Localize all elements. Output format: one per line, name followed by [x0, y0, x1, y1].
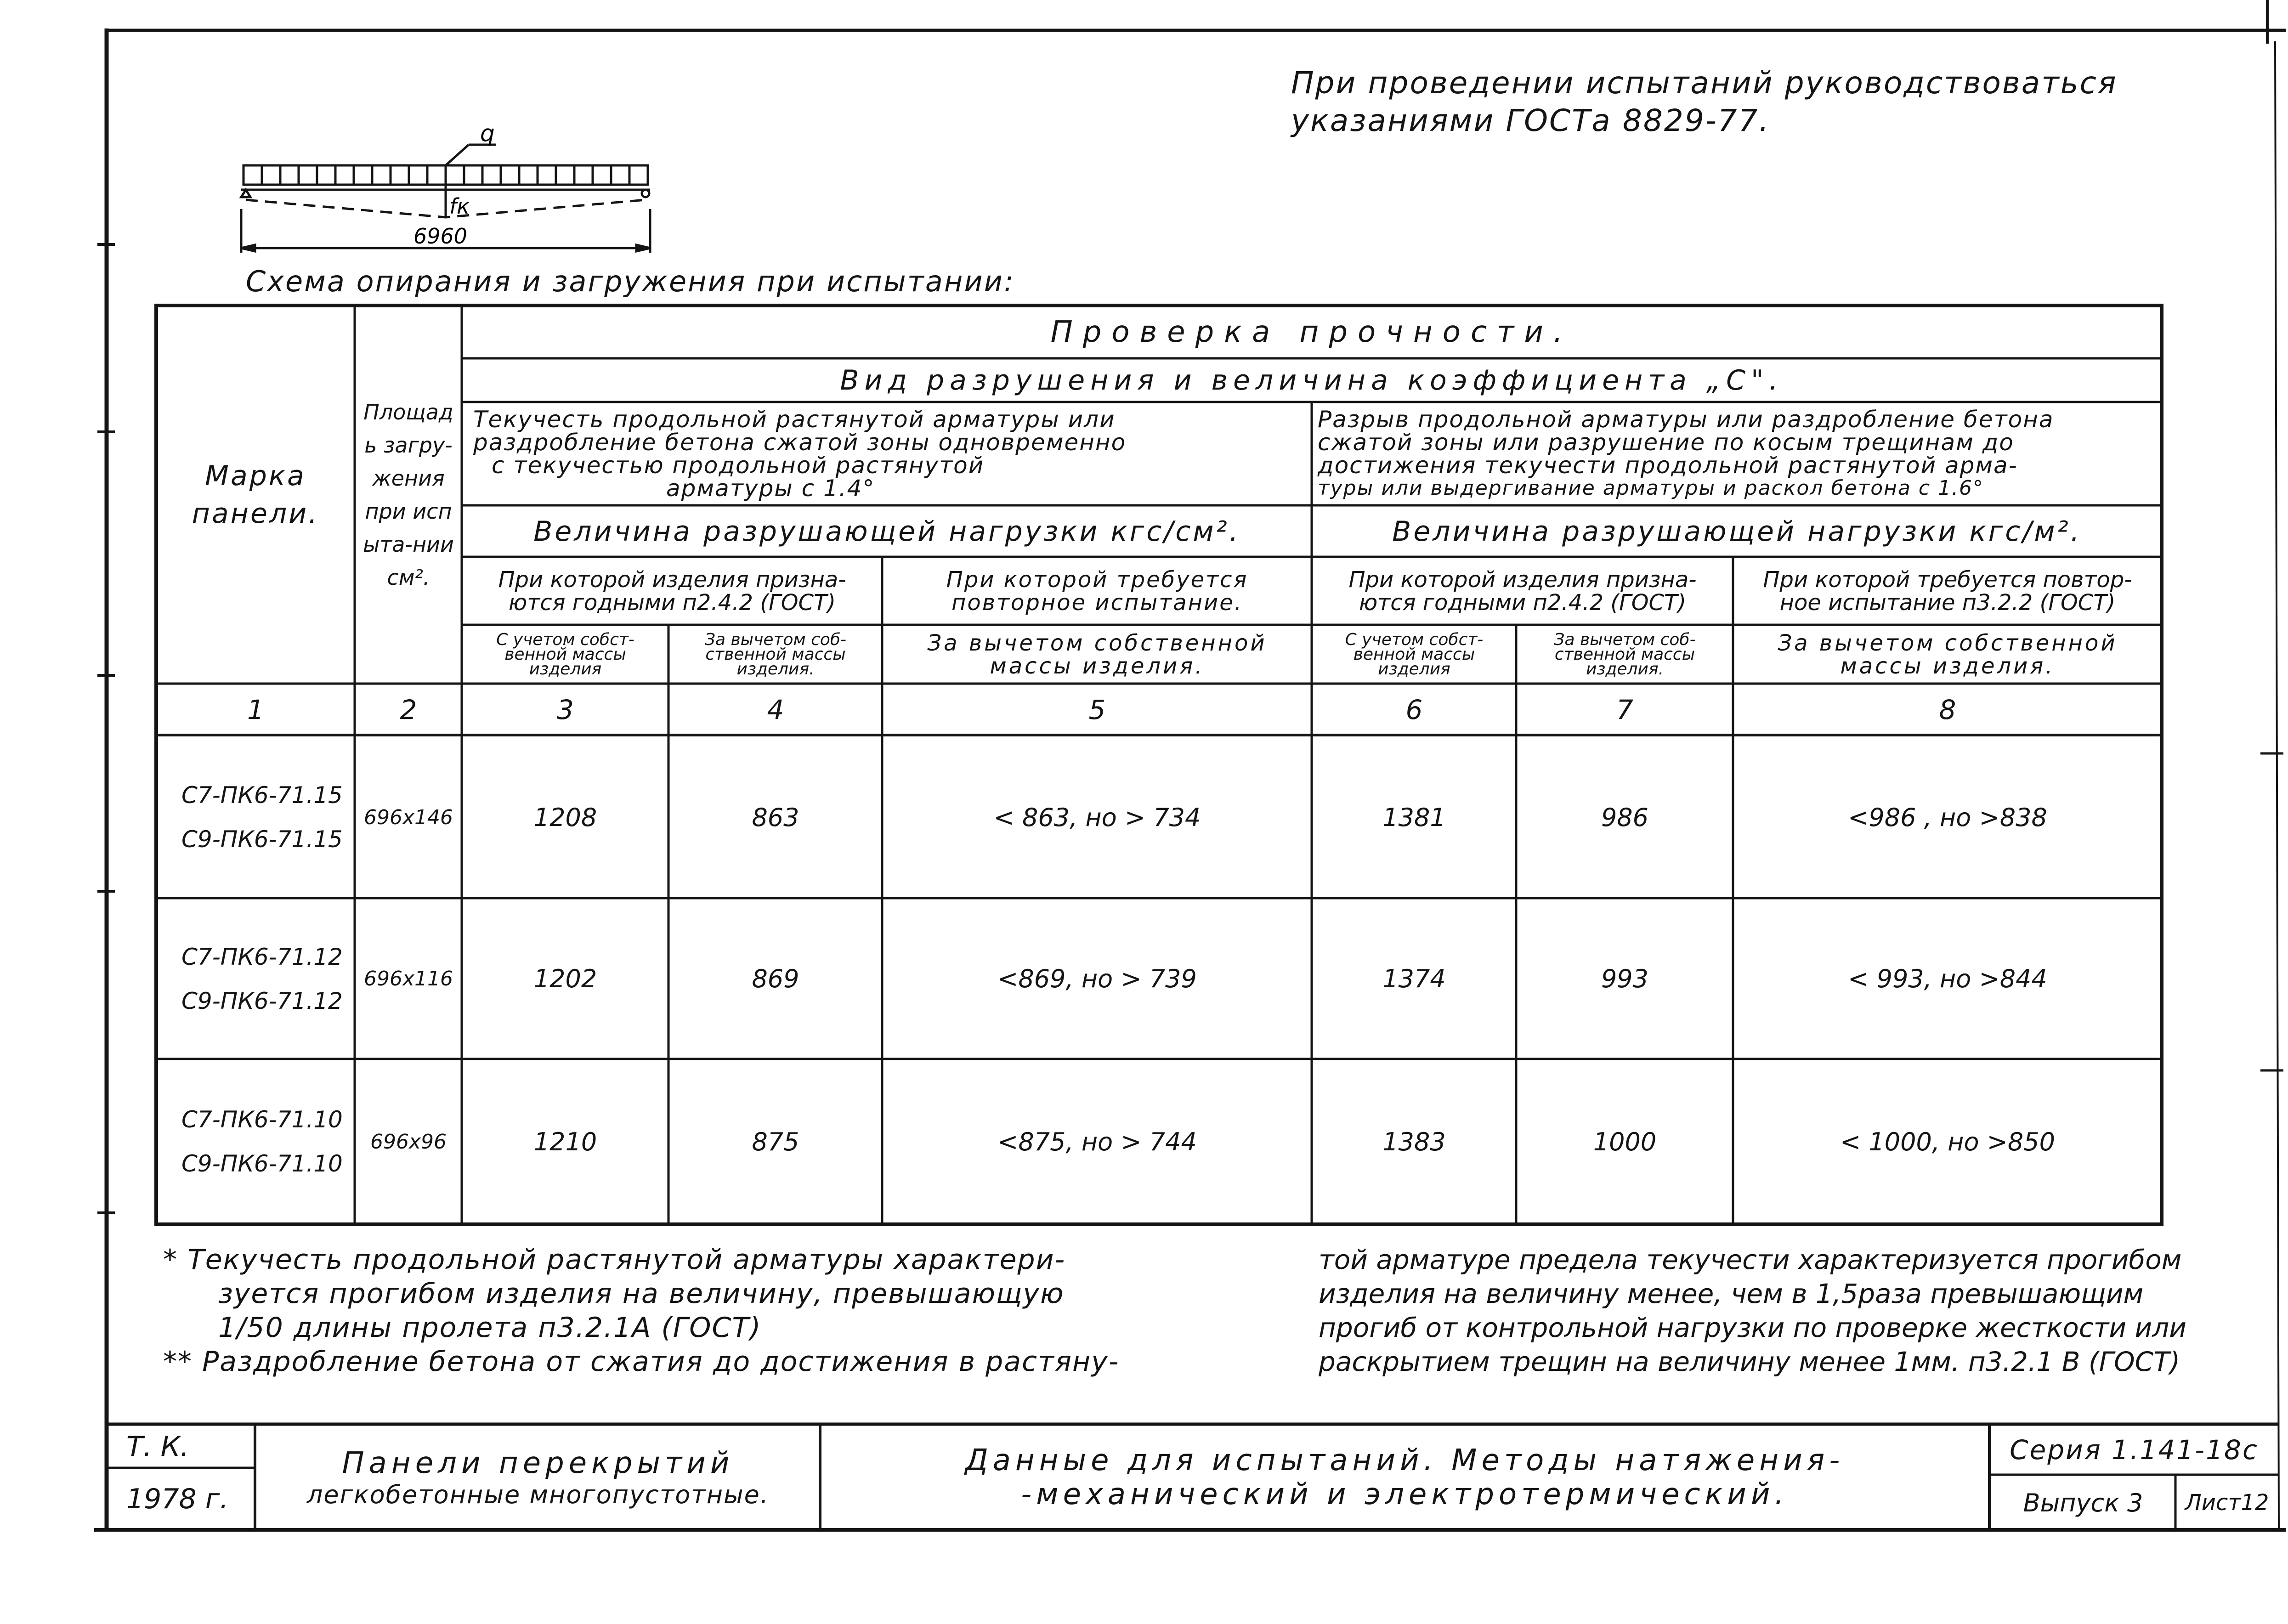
- header-retest-1: При которой требуется повторное испытание.: [946, 566, 1248, 616]
- table-row-2-marks: С7-ПК6-71.12 С9-ПК6-71.12: [181, 943, 343, 1014]
- table-row-3-col8: < 1000, но >850: [1840, 1127, 2055, 1156]
- table-row-3-area: 696х96: [370, 1130, 447, 1154]
- stamp-issue: Выпуск 3: [2023, 1488, 2143, 1517]
- table-row-3-col7: 1000: [1593, 1127, 1657, 1156]
- table-row-2-col5: <869, но > 739: [997, 964, 1197, 993]
- header-failure-type: Вид разрушения и величина коэффициента „С".: [840, 364, 1784, 396]
- header-group-2-description: Разрыв продольной арматуры или раздробление бетона сжатой зоны или разрушение по косым трещинам до достижения текучести продольной растянутой арма- туры или выдергивание арматуры и раскол бетона с 1.6°: [1318, 406, 2054, 500]
- table-row-3-col5: <875, но > 744: [997, 1127, 1197, 1156]
- table-row-1-col4: 863: [752, 803, 799, 832]
- header-with-mass-1: С учетом собст- венной массы изделия: [496, 630, 634, 679]
- table-row-3-col4: 875: [752, 1127, 799, 1156]
- col-number-1: 1: [247, 694, 264, 725]
- table-row-3-col6: 1383: [1382, 1127, 1446, 1156]
- header-minus-mass-long-2: За вычетом собственной массы изделия.: [1778, 630, 2118, 679]
- col-number-8: 8: [1939, 694, 1956, 725]
- col-number-4: 4: [767, 694, 784, 725]
- header-load-value-2: Величина разрушающей нагрузки кгс/м².: [1392, 515, 2082, 548]
- stamp-code: Т. К.: [126, 1431, 189, 1463]
- stamp-series: Серия 1.141-18с: [2010, 1434, 2259, 1466]
- stamp-year: 1978 г.: [126, 1483, 229, 1515]
- header-note-line-1: При проведении испытаний руководствоваться: [1291, 65, 2118, 101]
- table-row-3-marks: С7-ПК6-71.10 С9-ПК6-71.10: [181, 1106, 343, 1177]
- header-note-line-2: указаниями ГОСТа 8829-77.: [1291, 103, 1770, 138]
- table-row-3-col3: 1210: [533, 1127, 597, 1156]
- stamp-title: Данные для испытаний. Методы натяжения- -механический и электротермический.: [965, 1443, 1845, 1511]
- footnotes-left: * Текучесть продольной растянутой арматуры характери- зуется прогибом изделия на величину, превышающую 1/50 длины пролета п3.2.1А (ГОСТ) ** Раздробление бетона от сжатия до достижения в растяну-: [163, 1244, 1120, 1378]
- header-fit-1: При которой изделия призна- ются годными п2.4.2 (ГОСТ): [498, 566, 846, 616]
- header-group-1-description: Текучесть продольной растянутой арматуры или раздробление бетона сжатой зоны одновременно с текучестью продольной растянутой арматуры с 1.4°: [473, 406, 1127, 502]
- table-row-1-col3: 1208: [533, 803, 597, 832]
- table-row-2-col3: 1202: [533, 964, 597, 993]
- table-row-1-col8: <986 , но >838: [1848, 803, 2047, 832]
- deflection-label: fк: [449, 194, 470, 219]
- header-with-mass-2: С учетом собст- венной массы изделия: [1345, 630, 1484, 679]
- col-number-2: 2: [400, 694, 417, 725]
- table-row-2-area: 696х116: [363, 967, 453, 990]
- table-row-2-col6: 1374: [1382, 964, 1446, 993]
- table-row-2-col4: 869: [752, 964, 799, 993]
- table-row-1-col6: 1381: [1382, 803, 1446, 832]
- header-retest-2: При которой требуется повтор- ное испытание п3.2.2 (ГОСТ): [1763, 566, 2132, 616]
- header-strength-check: Проверка прочности.: [1050, 315, 1573, 349]
- table-row-1-col5: < 863, но > 734: [993, 803, 1201, 832]
- load-label: q: [480, 122, 495, 147]
- header-minus-mass-2: За вычетом соб- ственной массы изделия.: [1554, 630, 1696, 679]
- stamp-product: Панели перекрытий легкобетонные многопустотные.: [306, 1446, 770, 1509]
- table-row-2-col8: < 993, но >844: [1848, 964, 2047, 993]
- stamp-sheet: Лист12: [2185, 1490, 2269, 1516]
- table-row-2-col7: 993: [1601, 964, 1649, 993]
- table-row-1-marks: С7-ПК6-71.15 С9-ПК6-71.15: [181, 782, 343, 853]
- table-row-1-area: 696х146: [363, 805, 453, 829]
- span-label: 6960: [413, 224, 468, 249]
- table-row-1-col7: 986: [1601, 803, 1649, 832]
- col-number-7: 7: [1616, 694, 1633, 725]
- header-loading-area: Площадь загру-жения при испыта-нии см².: [363, 399, 454, 590]
- col-number-3: 3: [557, 694, 574, 725]
- footnotes-right: той арматуре предела текучести характеризуется прогибом изделия на величину менее, чем в 1,5раза превышающим прогиб от контрольной нагрузки по проверке жесткости или раскрытием трещин на величину менее 1мм. п3.2.1 В (ГОСТ): [1319, 1244, 2186, 1377]
- col-number-5: 5: [1088, 694, 1106, 725]
- scheme-caption: Схема опирания и загружения при испытании:: [246, 265, 1015, 298]
- header-minus-mass-1: За вычетом соб- ственной массы изделия.: [704, 630, 847, 679]
- header-fit-2: При которой изделия призна- ются годными п2.4.2 (ГОСТ): [1348, 566, 1697, 616]
- header-load-value-1: Величина разрушающей нагрузки кгс/см².: [533, 515, 1240, 548]
- header-panel-mark: Марка панели.: [192, 459, 319, 530]
- header-minus-mass-long-1: За вычетом собственной массы изделия.: [927, 630, 1267, 679]
- col-number-6: 6: [1405, 694, 1423, 725]
